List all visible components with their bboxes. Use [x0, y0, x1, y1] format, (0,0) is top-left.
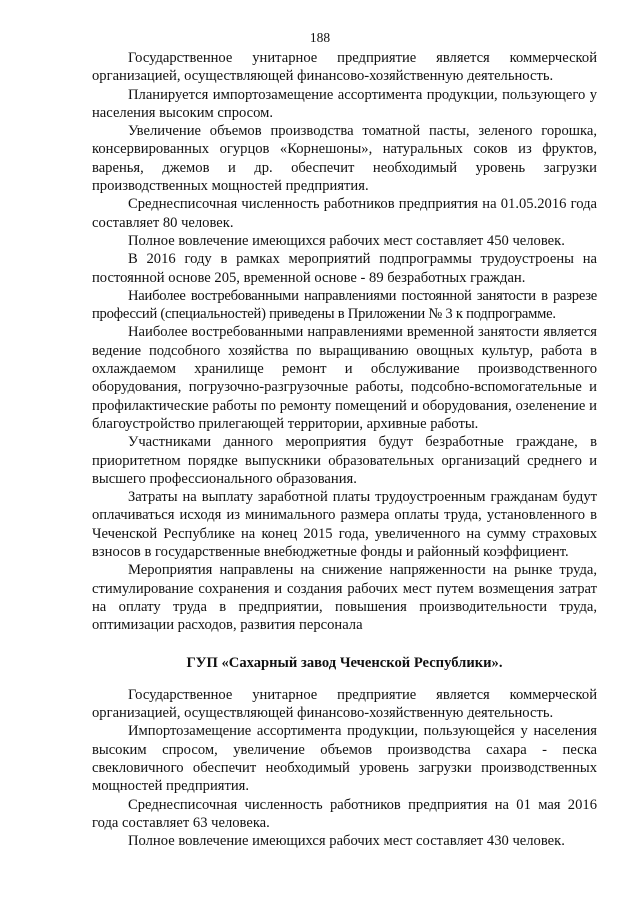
- paragraph: Среднесписочная численность работников предприятия на 01 мая 2016 года составляет 63 человека.: [92, 796, 597, 831]
- paragraph: Мероприятия направлены на снижение напряженности на рынке труда, стимулирование сохранения и создания рабочих мест путем возмещения затрат на оплату труда в предприятии, повышения производительности труда, оптимизации расходов, развития персонала: [92, 562, 597, 634]
- paragraph: Государственное унитарное предприятие является коммерческой организацией, осуществляющей финансово-хозяйственную деятельность.: [92, 686, 597, 722]
- paragraph: Импортозамещение ассортимента продукции, пользующейся у населения высоким спросом, увеличение объемов производства сахара - песка свекловичного обеспечит необходимый уровень загрузки производственных мощностей предприятия.: [92, 723, 597, 795]
- section-sugar-plant: [92, 686, 597, 851]
- paragraph: Полное вовлечение имеющихся рабочих мест составляет 430 человек.: [128, 833, 565, 850]
- paragraph: Затраты на выплату заработной платы трудоустроенным гражданам будут оплачиваться исходя из минимального размера оплаты труда, установленного в Чеченской Республике на конец 2015 года, увеличенного на сумму страховых взносов в государственные внебюджетные фонды и районный коэффициент.: [92, 489, 597, 561]
- paragraph: Государственное унитарное предприятие является коммерческой организацией, осуществляющей финансово-хозяйственную деятельность.: [92, 50, 597, 85]
- document-body: [92, 49, 597, 850]
- paragraph: Наиболее востребованными направлениями постоянной занятости в разрезе профессий (специальностей) приведены в Приложении № 3 к подпрограмме.: [92, 287, 597, 323]
- paragraph: Планируется импортозамещение ассортимента продукции, пользующего у населения высоким спросом.: [92, 86, 597, 121]
- paragraph: Наиболее востребованными направлениями временной занятости является ведение подсобного хозяйства по выращиванию овощных культур, работа в охлаждаемом хранилище ремонт и обслуживание производственного оборудования, погрузочно-разгрузочные работы, подсобно-вспомогательные и профилактические работы по ремонту помещений и оборудования, озеленение и благоустройство прилегающей территории, архивные работы.: [92, 324, 597, 432]
- paragraph: Увеличение объемов производства томатной пасты, зеленого горошка, консервированных огурцов «Корнешоны», натуральных соков из фруктов, варенья, джемов и др. обеспечит необходимый уровень загрузки производственных мощностей предприятия.: [92, 123, 597, 195]
- paragraph: Участниками данного мероприятия будут безработные граждане, в приоритетном порядке выпускники образовательных организаций среднего и высшего профессионального образования.: [92, 434, 597, 487]
- section-vegetable-enterprise: [92, 49, 597, 635]
- paragraph: Среднесписочная численность работников предприятия на 01.05.2016 года составляет 80 человек.: [92, 196, 597, 231]
- paragraph: Полное вовлечение имеющихся рабочих мест составляет 450 человек.: [128, 232, 565, 249]
- section-heading-sugar-plant: ГУП «Сахарный завод Чеченской Республики».: [186, 654, 503, 671]
- paragraph: В 2016 году в рамках мероприятий подпрограммы трудоустроены на постоянной основе 205, временной основе - 89 безработных граждан.: [92, 251, 597, 286]
- page-number: 188: [309, 30, 331, 45]
